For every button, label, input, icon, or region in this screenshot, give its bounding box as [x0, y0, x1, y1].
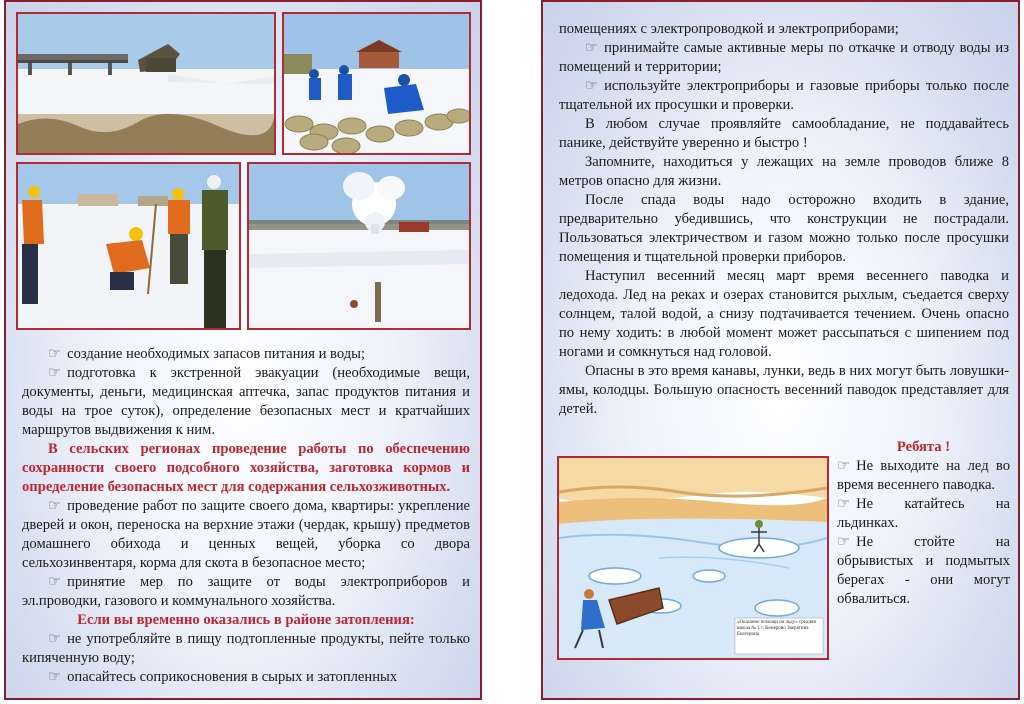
- list-item: [559, 77, 1009, 115]
- pointing-hand-icon: ☞: [585, 78, 599, 94]
- continuation-line: помещениях с электропроводкой и электроприборами;: [559, 21, 899, 37]
- house-protection-text: проведение работ по защите своего дома, квартиры: укрепление дверей и окон, переноска на верхние этажи (чердак, крышу) предметов домашнего обихода и ценных вещей, уборка со двора сельхозинвентаря, корма для скота в безопасное место;: [22, 498, 470, 571]
- photo-ice-explosion-image: [249, 164, 469, 328]
- list-item: [837, 495, 1010, 533]
- photo-ice-explosion: [247, 162, 471, 330]
- composure-paragraph: В любом случае проявляйте самообладание, не поддавайтесь панике, действуйте уверенно и быстро !: [559, 116, 1009, 151]
- child-drawing: [557, 456, 829, 660]
- utilities-protection-text: принятие мер по защите от воды электроприборов и эл.проводки, газового и коммунального хозяйства.: [22, 574, 470, 609]
- drawing-caption: «Оказание помощи на льду» средняя школа № 1 г. Кемерово Зверягина Екатерина: [737, 620, 816, 637]
- photo-ice-workers-image: [18, 164, 239, 328]
- left-page: [4, 0, 482, 700]
- pointing-hand-icon: ☞: [837, 496, 851, 512]
- pump-water-text: принимайте самые активные меры по откачке и отводу воды из помещений и территории;: [559, 40, 1009, 75]
- list-item: [559, 39, 1009, 77]
- photo-sandbags: [282, 12, 471, 155]
- food-warning-text: не употребляйте в пищу подтопленные продукты, пейте только кипяченную воду;: [22, 631, 470, 666]
- list-item: [22, 668, 470, 687]
- pointing-hand-icon: ☞: [48, 346, 62, 362]
- list-item: [837, 533, 1010, 609]
- list-item: [22, 364, 470, 440]
- pointing-hand-icon: ☞: [48, 498, 62, 514]
- pointing-hand-icon: ☞: [48, 669, 62, 685]
- list-item: [22, 497, 470, 573]
- photo-sandbags-image: [284, 14, 469, 153]
- no-floes-text: Не катайтесь на льдинках.: [837, 496, 1010, 531]
- kids-heading: Ребята !: [896, 439, 951, 455]
- list-item: [22, 573, 470, 611]
- dry-appliances-text: используйте электроприборы и газовые приборы только после тщательной их просушки и проверки.: [559, 78, 1009, 113]
- contact-warning-text: опасайтесь соприкосновения в сырых и затопленных: [67, 669, 398, 685]
- pointing-hand-icon: ☞: [837, 534, 851, 550]
- evacuation-text: подготовка к экстренной эвакуации (необходимые вещи, документы, деньги, медицинская аптечка, запас продуктов питания и воды на трое суток), определение безопасных мест и кратчайших маршрутов выдвижения к ним.: [22, 365, 470, 438]
- supplies-text: создание необходимых запасов питания и воды;: [67, 346, 366, 362]
- right-text-block: [559, 20, 1009, 419]
- photo-ice-workers: [16, 162, 241, 330]
- left-text-block: [22, 345, 470, 687]
- pointing-hand-icon: ☞: [837, 458, 851, 474]
- after-flood-paragraph: После спада воды надо осторожно входить в здание, предварительно убедившись, что конструкции не пострадали. Пользоваться электричеством и газом можно только после просушки помещения и тщательной проверки приборов.: [559, 192, 1009, 265]
- photo-bridge-truck: [16, 12, 276, 155]
- right-page: [541, 0, 1020, 700]
- kids-warnings: [837, 438, 1010, 609]
- pointing-hand-icon: ☞: [48, 574, 62, 590]
- no-ice-text: Не выходите на лед во время весеннего паводка.: [837, 458, 1010, 493]
- march-ice-paragraph: Наступил весенний месяц март время весеннего паводка и ледохода. Лед на реках и озерах становится рыхлым, съедается сверху солнцем, талой водой, а снизу подтачивается течением. Очень опасно по нему ходить: в любой момент может рассыпаться с шипением под ногами и сомкнуться над головой.: [559, 268, 1009, 360]
- list-item: [22, 630, 470, 668]
- wires-paragraph: Запомните, находиться у лежащих на земле проводов ближе 8 метров опасно для жизни.: [559, 154, 1009, 189]
- flood-heading: Если вы временно оказались в районе затопления:: [77, 612, 415, 628]
- list-item: [22, 345, 470, 364]
- rural-heading: В сельских регионах проведение работы по обеспечению сохранности своего подсобного хозяйства, заготовка кормов и определение безопасных мест для содержания сельхозживотных.: [22, 441, 470, 495]
- pointing-hand-icon: ☞: [48, 631, 62, 647]
- ditches-paragraph: Опасны в это время канавы, лунки, ведь в них могут быть ловушки-ямы, колодцы. Большую опасность весенний паводок представляет для детей.: [559, 363, 1009, 417]
- pointing-hand-icon: ☞: [48, 365, 62, 381]
- no-banks-text: Не стойте на обрывистых и подмытых берегах - они могут обвалиться.: [837, 534, 1010, 607]
- list-item: [837, 457, 1010, 495]
- photo-bridge-truck-image: [18, 14, 274, 153]
- pointing-hand-icon: ☞: [585, 40, 599, 56]
